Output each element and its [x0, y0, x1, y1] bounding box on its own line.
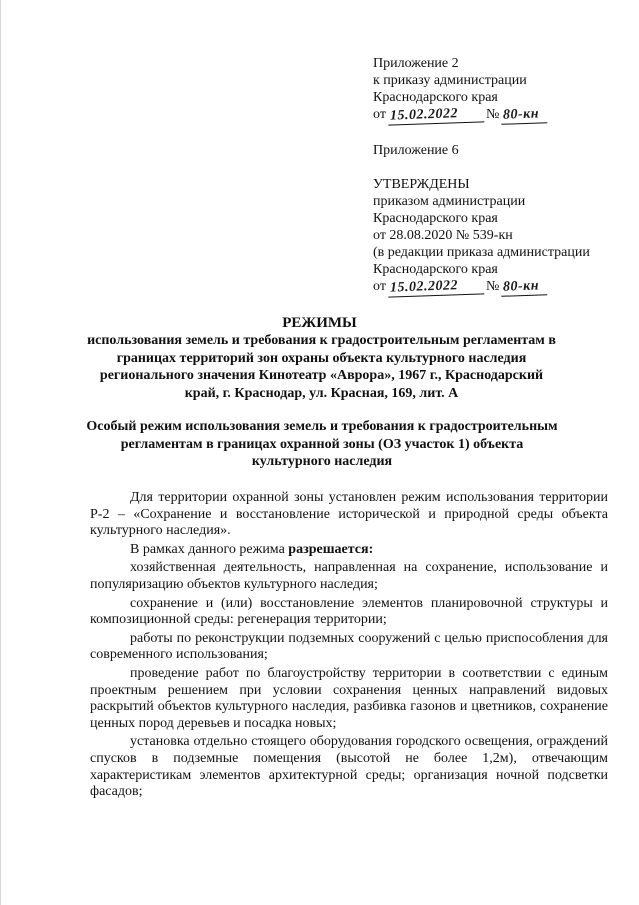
document-body [90, 490, 608, 803]
approved-line-4: (в редакции приказа администрации [373, 245, 590, 260]
approved-title: УТВЕРЖДЕНЫ [373, 177, 470, 192]
number-sign: № [485, 279, 500, 294]
allowed-emphasis: разрешается: [288, 541, 374, 557]
approved-line-2: Краснодарского края [373, 211, 498, 226]
appendix-2-block [373, 55, 628, 124]
number-sign: № [485, 107, 500, 122]
from-prefix: от [373, 107, 386, 122]
handwritten-date: 15.02.2022 [388, 104, 485, 125]
page-edge [0, 0, 1, 905]
list-item: установка отдельно стоящего оборудования городского освещения, ограждений спусков в подземные помещения (высотой не более 1,2м), отвечающим характеристикам элементов архитектурной среды; организация ночной подсветки фасадов; [90, 734, 608, 800]
document-subtitle: использования земель и требования к градостроительным регламентам в границах территорий зон охраны объекта культурного наследия регионального значения Кинотеатр «Аврора», 1967 г., Краснодарский край, г. Краснодар, ул. Красная, 169, лит. А [87, 333, 556, 401]
paragraph-allowed-intro [90, 542, 608, 559]
appendix-6-label: Приложение 6 [373, 143, 459, 158]
paragraph-regime: Для территории охранной зоны установлен режим использования территории Р-2 – «Сохранение и восстановление исторической и природной среды объекта культурного наследия». [90, 490, 608, 539]
section-heading: Особый режим использования земель и требования к градостроительным регламентам в границах охранной зоны (ОЗ участок 1) объекта культурного наследия [86, 419, 558, 470]
list-item: работы по реконструкции подземных сооружений с целью приспособления для современного использования; [90, 630, 608, 663]
approved-line-5: Краснодарского края [373, 262, 498, 277]
order-ref-line [373, 106, 628, 124]
list-item: проведение работ по благоустройству территории в соответствии с единым проектным решением при условии сохранения ценных направлений видовых раскрытий объектов культурного наследия, разбивка газонов и цветников, сохранение ценных пород деревьев и посадка новых; [90, 665, 608, 731]
approved-block [373, 176, 628, 296]
handwritten-number: 80-кн [501, 105, 548, 125]
handwritten-date: 15.02.2022 [388, 276, 485, 297]
approved-order-ref-line [373, 278, 628, 296]
document-title: РЕЖИМЫ [282, 315, 357, 331]
region-label: Краснодарского края [373, 90, 498, 105]
from-prefix: от [373, 279, 386, 294]
to-order-label: к приказу администрации [373, 73, 527, 88]
handwritten-number: 80-кн [501, 277, 548, 297]
list-item: сохранение и (или) восстановление элементов планировочной структуры и композиционной среды: регенерация территории; [90, 595, 608, 628]
appendix-2-label: Приложение 2 [373, 56, 459, 71]
allowed-intro-text: В рамках данного режима [130, 541, 289, 557]
list-item: хозяйственная деятельность, направленная на сохранение, использование и популяризацию объектов культурного наследия; [90, 560, 608, 592]
approved-line-3: от 28.08.2020 № 539-кн [373, 228, 513, 243]
approved-line-1: приказом администрации [373, 194, 526, 209]
